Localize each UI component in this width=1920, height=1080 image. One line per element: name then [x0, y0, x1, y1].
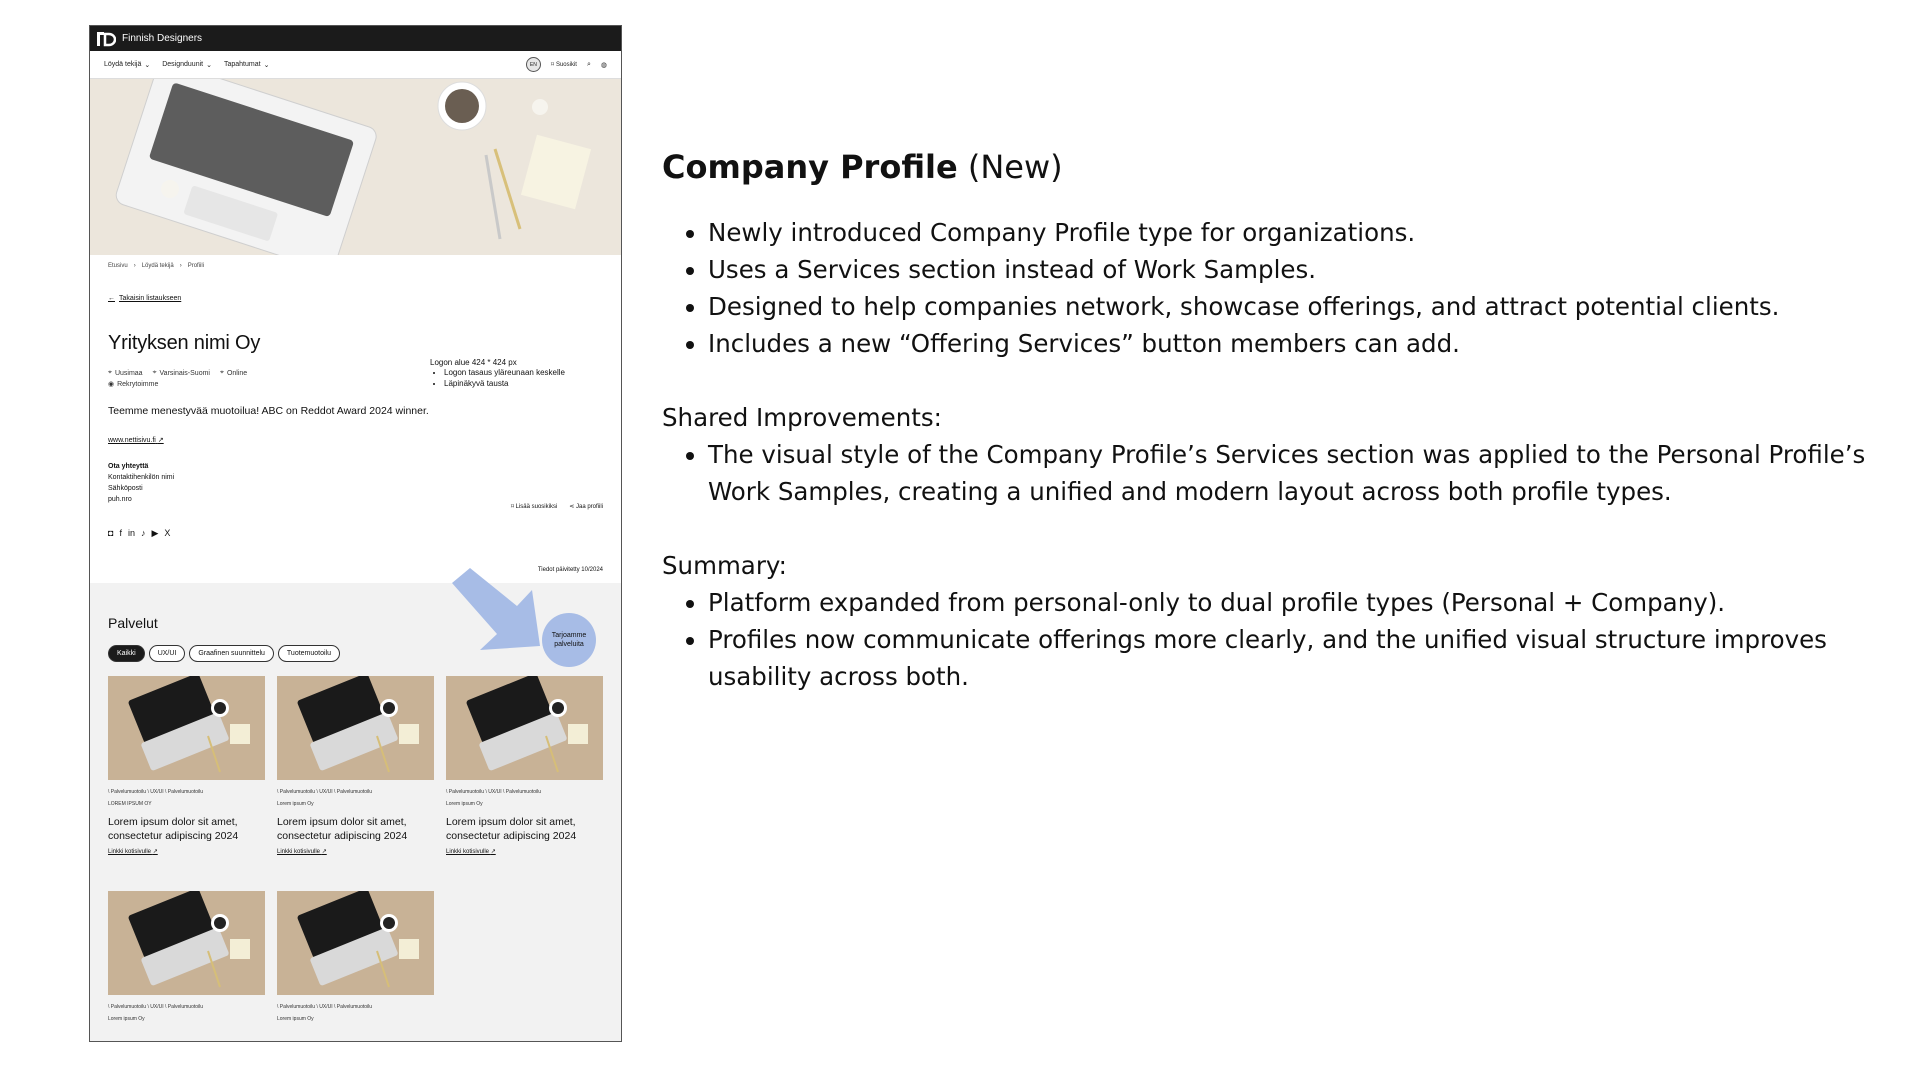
service-card[interactable]: [108, 891, 265, 1042]
logo-area-note: [430, 358, 575, 389]
service-thumbnail: [108, 676, 265, 780]
service-link-label: Linkki kotisivulle: [446, 849, 490, 856]
hero-image: [90, 79, 621, 255]
service-thumbnail: [277, 676, 434, 780]
location-item: [220, 369, 247, 377]
summary-item: • Profiles now communicate offerings more clearly, and the unified visual structure improves usability across both.: [708, 621, 1882, 695]
contact-phone: puh.nro: [108, 495, 132, 503]
nav-find-designer[interactable]: [104, 61, 150, 69]
company-name: Yrityksen nimi Oy: [108, 332, 261, 354]
profile-content: [90, 263, 621, 573]
bookmark-icon: ⌑: [550, 62, 554, 68]
location-item: [153, 369, 210, 377]
service-thumbnail: [108, 891, 265, 995]
summary-list: [662, 584, 1882, 695]
brand-name: Finnish Designers: [122, 33, 203, 44]
share-icon: ⋖: [569, 504, 576, 510]
map-pin-icon: ⌖: [108, 369, 112, 376]
laptop-desk-illustration: [90, 79, 621, 255]
service-company: Lorem ipsum Oy: [446, 801, 483, 807]
service-thumbnail: [277, 891, 434, 995]
external-link-icon: ↗: [157, 437, 164, 445]
map-pin-icon: ⌖: [152, 369, 157, 376]
service-tags: \ Palvelumuotoilu \ UX/UI \ Palvelumuotoilu: [108, 789, 204, 795]
bookmark-icon: ⌑: [510, 504, 516, 510]
service-link-label: Linkki kotisivulle: [108, 849, 152, 856]
service-tags: \ Palvelumuotoilu \ UX/UI \ Palvelumuotoilu: [446, 789, 542, 795]
service-tags: \ Palvelumuotoilu \ UX/UI \ Palvelumuotoilu: [277, 1004, 373, 1010]
location-item: [108, 369, 143, 377]
x-icon[interactable]: X: [164, 527, 171, 538]
breadcrumb-home[interactable]: Etusivu: [108, 263, 128, 269]
updated-date: Tiedot päivitetty 10/2024: [537, 567, 603, 573]
chevron-down-icon: ⌄: [206, 61, 212, 69]
shared-list: [662, 436, 1882, 510]
service-link[interactable]: [446, 848, 603, 855]
external-link-icon: ↗: [490, 849, 496, 856]
logo-area-point: • Logon tasaus yläreunaan keskelle: [444, 368, 575, 378]
chevron-down-icon: ⌄: [263, 61, 270, 69]
chevron-down-icon: ⌄: [144, 61, 151, 69]
nav-actions: [526, 57, 607, 72]
service-company: LOREM IPSUM OY: [108, 801, 152, 807]
service-card-grid: [108, 676, 605, 1042]
feature-item: • Designed to help companies network, showcase offerings, and attract potential clients.: [708, 288, 1882, 325]
external-link-icon: ↗: [152, 849, 158, 856]
service-company: Lorem ipsum Oy: [277, 801, 314, 807]
add-favorite-button[interactable]: [511, 503, 557, 510]
location-label: Uusimaa: [114, 369, 143, 377]
service-title: Lorem ipsum dolor sit amet, consectetur adipiscing 2024: [446, 816, 577, 843]
company-description: Teemme menestyvää muotoilua! ABC on Reddot Award 2024 winner.: [108, 405, 429, 417]
service-tags: \ Palvelumuotoilu \ UX/UI \ Palvelumuotoilu: [108, 1004, 204, 1010]
share-profile-button[interactable]: [569, 503, 603, 510]
nav-label: Tapahtumat: [223, 61, 261, 68]
shared-heading: Shared Improvements:: [662, 403, 942, 432]
location-label: Online: [226, 369, 248, 377]
feature-list: [662, 214, 1882, 362]
favorites-link[interactable]: [551, 61, 577, 68]
eye-icon: ◉: [108, 381, 115, 388]
favorites-label: Suosikit: [555, 61, 577, 68]
filter-graphic-design[interactable]: Graafinen suunnittelu: [189, 645, 274, 662]
service-company: Lorem ipsum Oy: [277, 1016, 314, 1022]
add-favorite-label: Lisää suosikiksi: [515, 504, 558, 510]
release-notes: [662, 148, 1882, 695]
service-company: Lorem ipsum Oy: [108, 1016, 145, 1022]
fd-logo-icon: [96, 31, 116, 47]
nav-label: Designduunit: [162, 61, 204, 68]
nav-label: Löydä tekijä: [104, 61, 142, 68]
share-profile-label: Jaa profiili: [575, 504, 603, 510]
nav-events[interactable]: [224, 61, 269, 69]
tiktok-icon[interactable]: ♪: [140, 527, 146, 538]
contact-person: Kontaktihenkilön nimi: [108, 474, 175, 482]
notes-title: [662, 148, 1882, 186]
service-title: Lorem ipsum dolor sit amet, consectetur adipiscing 2024: [108, 816, 239, 843]
site-header: [90, 26, 621, 51]
summary-heading: Summary:: [662, 551, 787, 580]
service-tags: \ Palvelumuotoilu \ UX/UI \ Palvelumuotoilu: [277, 789, 373, 795]
facebook-icon[interactable]: f: [119, 527, 122, 538]
service-link[interactable]: [108, 848, 265, 855]
notes-title-main: Company Profile: [662, 148, 958, 186]
social-links: [108, 528, 603, 539]
profile-actions: [511, 503, 603, 510]
contact-email: Sähköposti: [108, 484, 143, 492]
service-card[interactable]: [108, 676, 265, 891]
service-link-label: Linkki kotisivulle: [277, 849, 321, 856]
callout-arrow-icon: [442, 568, 552, 658]
arrow-left-icon: ←: [108, 295, 115, 302]
contact-block: [108, 462, 603, 505]
search-icon[interactable]: ⌕: [586, 60, 591, 68]
feature-item: • Newly introduced Company Profile type for organizations.: [708, 214, 1882, 251]
breadcrumb-find[interactable]: Löydä tekijä: [141, 263, 174, 269]
shared-item: • The visual style of the Company Profile’s Services section was applied to the Personal Profile’s Work Samples, creating a unified and modern layout across both profile types.: [708, 436, 1882, 510]
website-label: www.nettisivu.fi: [108, 437, 156, 445]
breadcrumb: [108, 263, 603, 269]
filter-ux-ui[interactable]: UX/UI: [149, 645, 186, 662]
service-thumbnail: [446, 676, 603, 780]
chevron-right-icon: ›: [179, 263, 182, 269]
services-title: Palvelut: [108, 615, 158, 631]
contact-heading: Ota yhteyttä: [108, 463, 149, 471]
filter-product-design[interactable]: Tuotemuotoilu: [278, 645, 340, 662]
logo-area-title: Logon alue 424 * 424 px: [430, 358, 517, 367]
instagram-icon[interactable]: ◘: [108, 527, 114, 538]
logo-area-point: • Läpinäkyvä tausta: [444, 379, 575, 389]
service-title: Lorem ipsum dolor sit amet, consectetur adipiscing 2024: [277, 816, 408, 843]
service-card[interactable]: [277, 891, 434, 1042]
offering-services-badge[interactable]: Tarjoamme palveluita: [542, 613, 596, 667]
location-label: Varsinais-Suomi: [159, 369, 210, 377]
service-card[interactable]: [277, 676, 434, 891]
notes-title-tag: (New): [967, 148, 1063, 186]
feature-item: • Includes a new “Offering Services” button members can add.: [708, 325, 1882, 362]
nav-design-jobs[interactable]: [162, 61, 212, 69]
recruiting-label: Rekrytoimme: [117, 380, 159, 388]
breadcrumb-profile: Profiili: [187, 263, 205, 269]
back-link[interactable]: [108, 295, 603, 302]
service-link[interactable]: [277, 848, 434, 855]
filter-all[interactable]: Kaikki: [108, 645, 145, 662]
feature-item: • Uses a Services section instead of Work Samples.: [708, 251, 1882, 288]
company-profile-mockup: [89, 25, 622, 1042]
service-card[interactable]: [446, 676, 603, 891]
chevron-right-icon: ›: [133, 263, 136, 269]
website-link[interactable]: [108, 436, 603, 444]
back-link-label: Takaisin listaukseen: [119, 295, 182, 302]
summary-item: • Platform expanded from personal-only to dual profile types (Personal + Company).: [708, 584, 1882, 621]
linkedin-icon[interactable]: in: [127, 527, 135, 538]
external-link-icon: ↗: [321, 849, 327, 856]
youtube-icon[interactable]: ▶: [151, 527, 159, 538]
map-pin-icon: ⌖: [219, 369, 224, 376]
globe-icon[interactable]: ◍: [600, 61, 607, 69]
services-section: [90, 583, 622, 1042]
language-button[interactable]: EN: [526, 57, 541, 72]
main-nav: [90, 51, 621, 79]
